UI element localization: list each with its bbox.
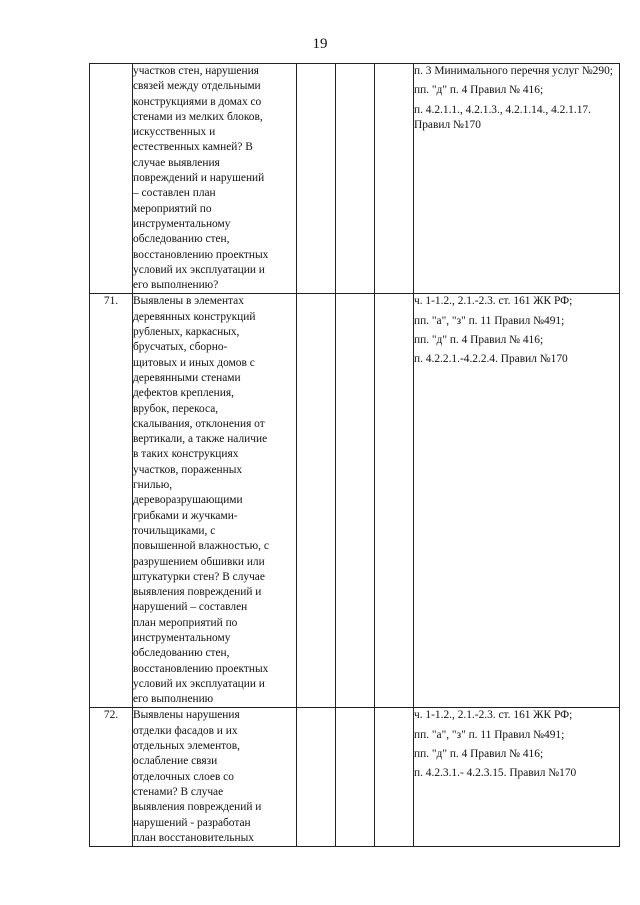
question-line: Выявлены в элементах	[133, 295, 244, 308]
question-line: конструкциями в домах со	[133, 95, 262, 108]
requirements-table	[89, 63, 620, 847]
question-line: отделки фасадов и их	[133, 724, 238, 737]
question-line: отделочных слоев со	[133, 770, 234, 783]
answer-yes-cell[interactable]	[297, 64, 336, 294]
reference-item: пп. "а", "з" п. 11 Правил №491;	[414, 728, 565, 741]
question-line: Выявлены нарушения	[133, 709, 240, 722]
question-line: скалывания, отклонения от	[133, 417, 265, 430]
reference-item: ч. 1-1.2., 2.1.-2.3. ст. 161 ЖК РФ;	[414, 295, 573, 308]
question-line: штукатурки стен? В случае	[133, 570, 265, 583]
reference-item: пп. "д" п. 4 Правил № 416;	[414, 748, 544, 761]
answer-na-cell[interactable]	[375, 708, 414, 847]
question-line: план мероприятий по	[133, 616, 238, 629]
question-line: нарушений - разработан	[133, 816, 251, 829]
question-line: повышенной влажностью, с	[133, 540, 269, 553]
question-line: грибками и жучками-	[133, 509, 238, 522]
question-line: условий их эксплуатации и	[133, 263, 265, 276]
question-cell	[133, 64, 297, 294]
question-cell	[133, 294, 297, 708]
answer-no-cell[interactable]	[336, 64, 375, 294]
question-line: разрушением обшивки или	[133, 555, 265, 568]
question-line: обследованию стен,	[133, 233, 230, 246]
question-line: брусчатых, сборно-	[133, 341, 228, 354]
question-line: выявления повреждений и	[133, 586, 262, 599]
question-line: врубок, перекоса,	[133, 402, 219, 415]
references-cell	[414, 64, 620, 294]
question-line: искусственных и	[133, 126, 216, 139]
answer-na-cell[interactable]	[375, 294, 414, 708]
row-number	[90, 64, 133, 294]
row-number: 72.	[90, 708, 133, 847]
question-line: участков стен, нарушения	[133, 65, 259, 77]
question-line: связей между отдельными	[133, 80, 261, 93]
reference-item: ч. 1-1.2., 2.1.-2.3. ст. 161 ЖК РФ;	[414, 709, 573, 722]
table-row	[90, 294, 620, 708]
question-line: деревянными стенами	[133, 371, 241, 384]
reference-item: п. 4.2.2.1.-4.2.2.4. Правил №170	[414, 353, 568, 366]
references-cell	[414, 708, 620, 847]
references-cell	[414, 294, 620, 708]
question-cell	[133, 708, 297, 847]
table-row	[90, 708, 620, 847]
question-line: восстановлению проектных	[133, 248, 269, 261]
reference-item: пп. "д" п. 4 Правил № 416;	[414, 84, 544, 97]
question-line: ослабление связи	[133, 755, 218, 768]
reference-item: п. 4.2.1.1., 4.2.1.3., 4.2.1.14., 4.2.1.17. Правил №170	[414, 103, 591, 131]
question-line: – составлен план	[133, 187, 216, 200]
question-line: щитовых и иных домов с	[133, 356, 255, 369]
question-line: условий их эксплуатации и	[133, 677, 265, 690]
question-line: выявления повреждений и	[133, 801, 262, 814]
question-line: точильщиками, с	[133, 524, 216, 537]
answer-no-cell[interactable]	[336, 294, 375, 708]
reference-item: п. 4.2.3.1.- 4.2.3.15. Правил №170	[414, 767, 577, 780]
question-line: инструментальному	[133, 631, 231, 644]
question-line: гнилью,	[133, 479, 173, 492]
question-line: вертикали, а также наличие	[133, 433, 268, 446]
question-line: мероприятий по	[133, 202, 212, 215]
page-number: 19	[312, 36, 328, 52]
answer-yes-cell[interactable]	[297, 708, 336, 847]
question-line: дереворазрушающими	[133, 494, 243, 507]
question-line: повреждений и нарушений	[133, 172, 265, 185]
row-number: 71.	[90, 294, 133, 708]
question-line: стенами? В случае	[133, 785, 224, 798]
question-line: отдельных элементов,	[133, 740, 240, 753]
question-line: рубленых, каркасных,	[133, 326, 240, 339]
table-row	[90, 64, 620, 294]
question-line: дефектов крепления,	[133, 387, 234, 400]
answer-yes-cell[interactable]	[297, 294, 336, 708]
question-line: план восстановительных	[133, 831, 254, 844]
question-line: стенами из мелких блоков,	[133, 110, 263, 123]
question-line: восстановлению проектных	[133, 662, 269, 675]
answer-no-cell[interactable]	[336, 708, 375, 847]
question-line: его выполнению	[133, 693, 214, 706]
question-line: участков, пораженных	[133, 463, 243, 476]
question-line: его выполнению?	[133, 279, 219, 292]
question-line: случае выявления	[133, 156, 220, 169]
question-line: в таких конструкциях	[133, 448, 239, 461]
answer-na-cell[interactable]	[375, 64, 414, 294]
reference-item: п. 3 Минимального перечня услуг №290;	[414, 65, 613, 77]
question-line: инструментальному	[133, 217, 231, 230]
question-line: деревянных конструкций	[133, 310, 256, 323]
question-line: естественных камней? В	[133, 141, 253, 154]
question-line: нарушений – составлен	[133, 601, 248, 614]
reference-item: пп. "а", "з" п. 11 Правил №491;	[414, 314, 565, 327]
question-line: обследованию стен,	[133, 647, 230, 660]
reference-item: пп. "д" п. 4 Правил № 416;	[414, 334, 544, 347]
